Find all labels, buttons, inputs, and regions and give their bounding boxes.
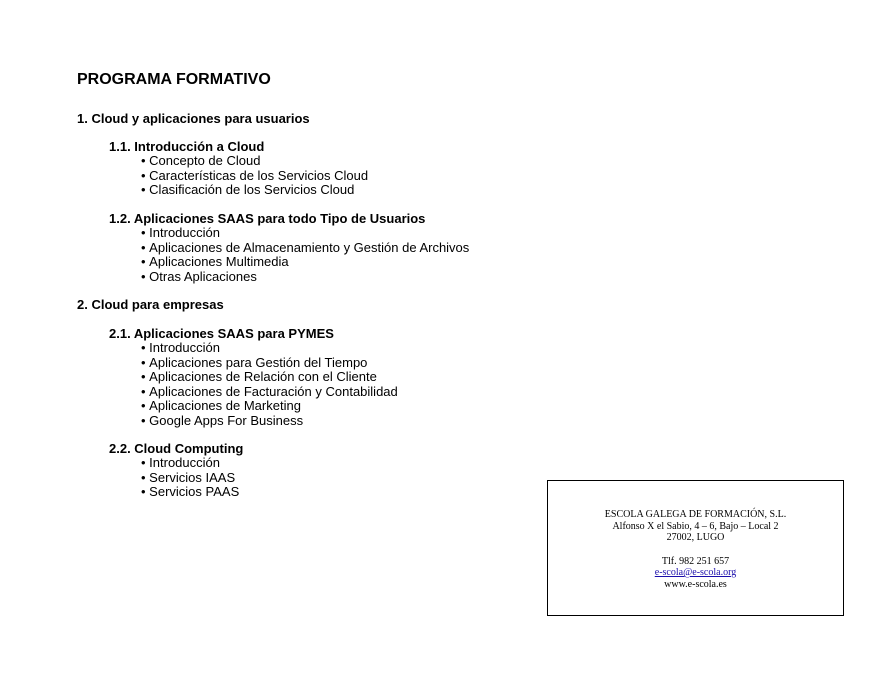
list-item: • Clasificación de los Servicios Cloud <box>141 183 368 198</box>
list-item: • Introducción <box>141 341 398 356</box>
subsection-heading: 1.1. Introducción a Cloud <box>109 139 265 154</box>
subsection-heading: 1.2. Aplicaciones SAAS para todo Tipo de Usuarios <box>109 211 426 226</box>
list-item: • Aplicaciones de Almacenamiento y Gestión de Archivos <box>141 241 469 256</box>
company-city: 27002, LUGO <box>666 532 725 543</box>
list-item: • Aplicaciones Multimedia <box>141 255 469 270</box>
company-website: www.e-scola.es <box>664 578 727 590</box>
document-title: PROGRAMA FORMATIVO <box>77 71 271 88</box>
list-item: • Servicios IAAS <box>141 471 239 486</box>
company-name: ESCOLA GALEGA DE FORMACIÓN, S.L. <box>604 509 787 520</box>
bullet-list <box>141 226 469 284</box>
list-item: • Aplicaciones de Facturación y Contabilidad <box>141 385 398 400</box>
company-address: Alfonso X el Sabio, 4 – 6, Bajo – Local 2 <box>612 520 779 532</box>
list-item: • Aplicaciones para Gestión del Tiempo <box>141 356 398 371</box>
subsection-heading: 2.1. Aplicaciones SAAS para PYMES <box>109 326 334 341</box>
list-item: • Aplicaciones de Marketing <box>141 399 398 414</box>
email-link[interactable]: e-scola@e-scola.org <box>654 567 737 578</box>
list-item: • Introducción <box>141 226 469 241</box>
list-item: • Introducción <box>141 456 239 471</box>
list-item: • Otras Aplicaciones <box>141 270 469 285</box>
list-item: • Características de los Servicios Cloud <box>141 169 368 184</box>
bullet-list <box>141 154 368 198</box>
list-item: • Google Apps For Business <box>141 414 398 429</box>
section-heading: 1. Cloud y aplicaciones para usuarios <box>77 111 310 126</box>
bullet-list <box>141 456 239 500</box>
company-phone: Tlf. 982 251 657 <box>661 555 730 567</box>
list-item: • Servicios PAAS <box>141 485 239 500</box>
bullet-list <box>141 341 398 428</box>
list-item: • Aplicaciones de Relación con el Cliente <box>141 370 398 385</box>
section-heading: 2. Cloud para empresas <box>77 297 224 312</box>
list-item: • Concepto de Cloud <box>141 154 368 169</box>
contact-box <box>547 480 844 616</box>
subsection-heading: 2.2. Cloud Computing <box>109 441 244 456</box>
